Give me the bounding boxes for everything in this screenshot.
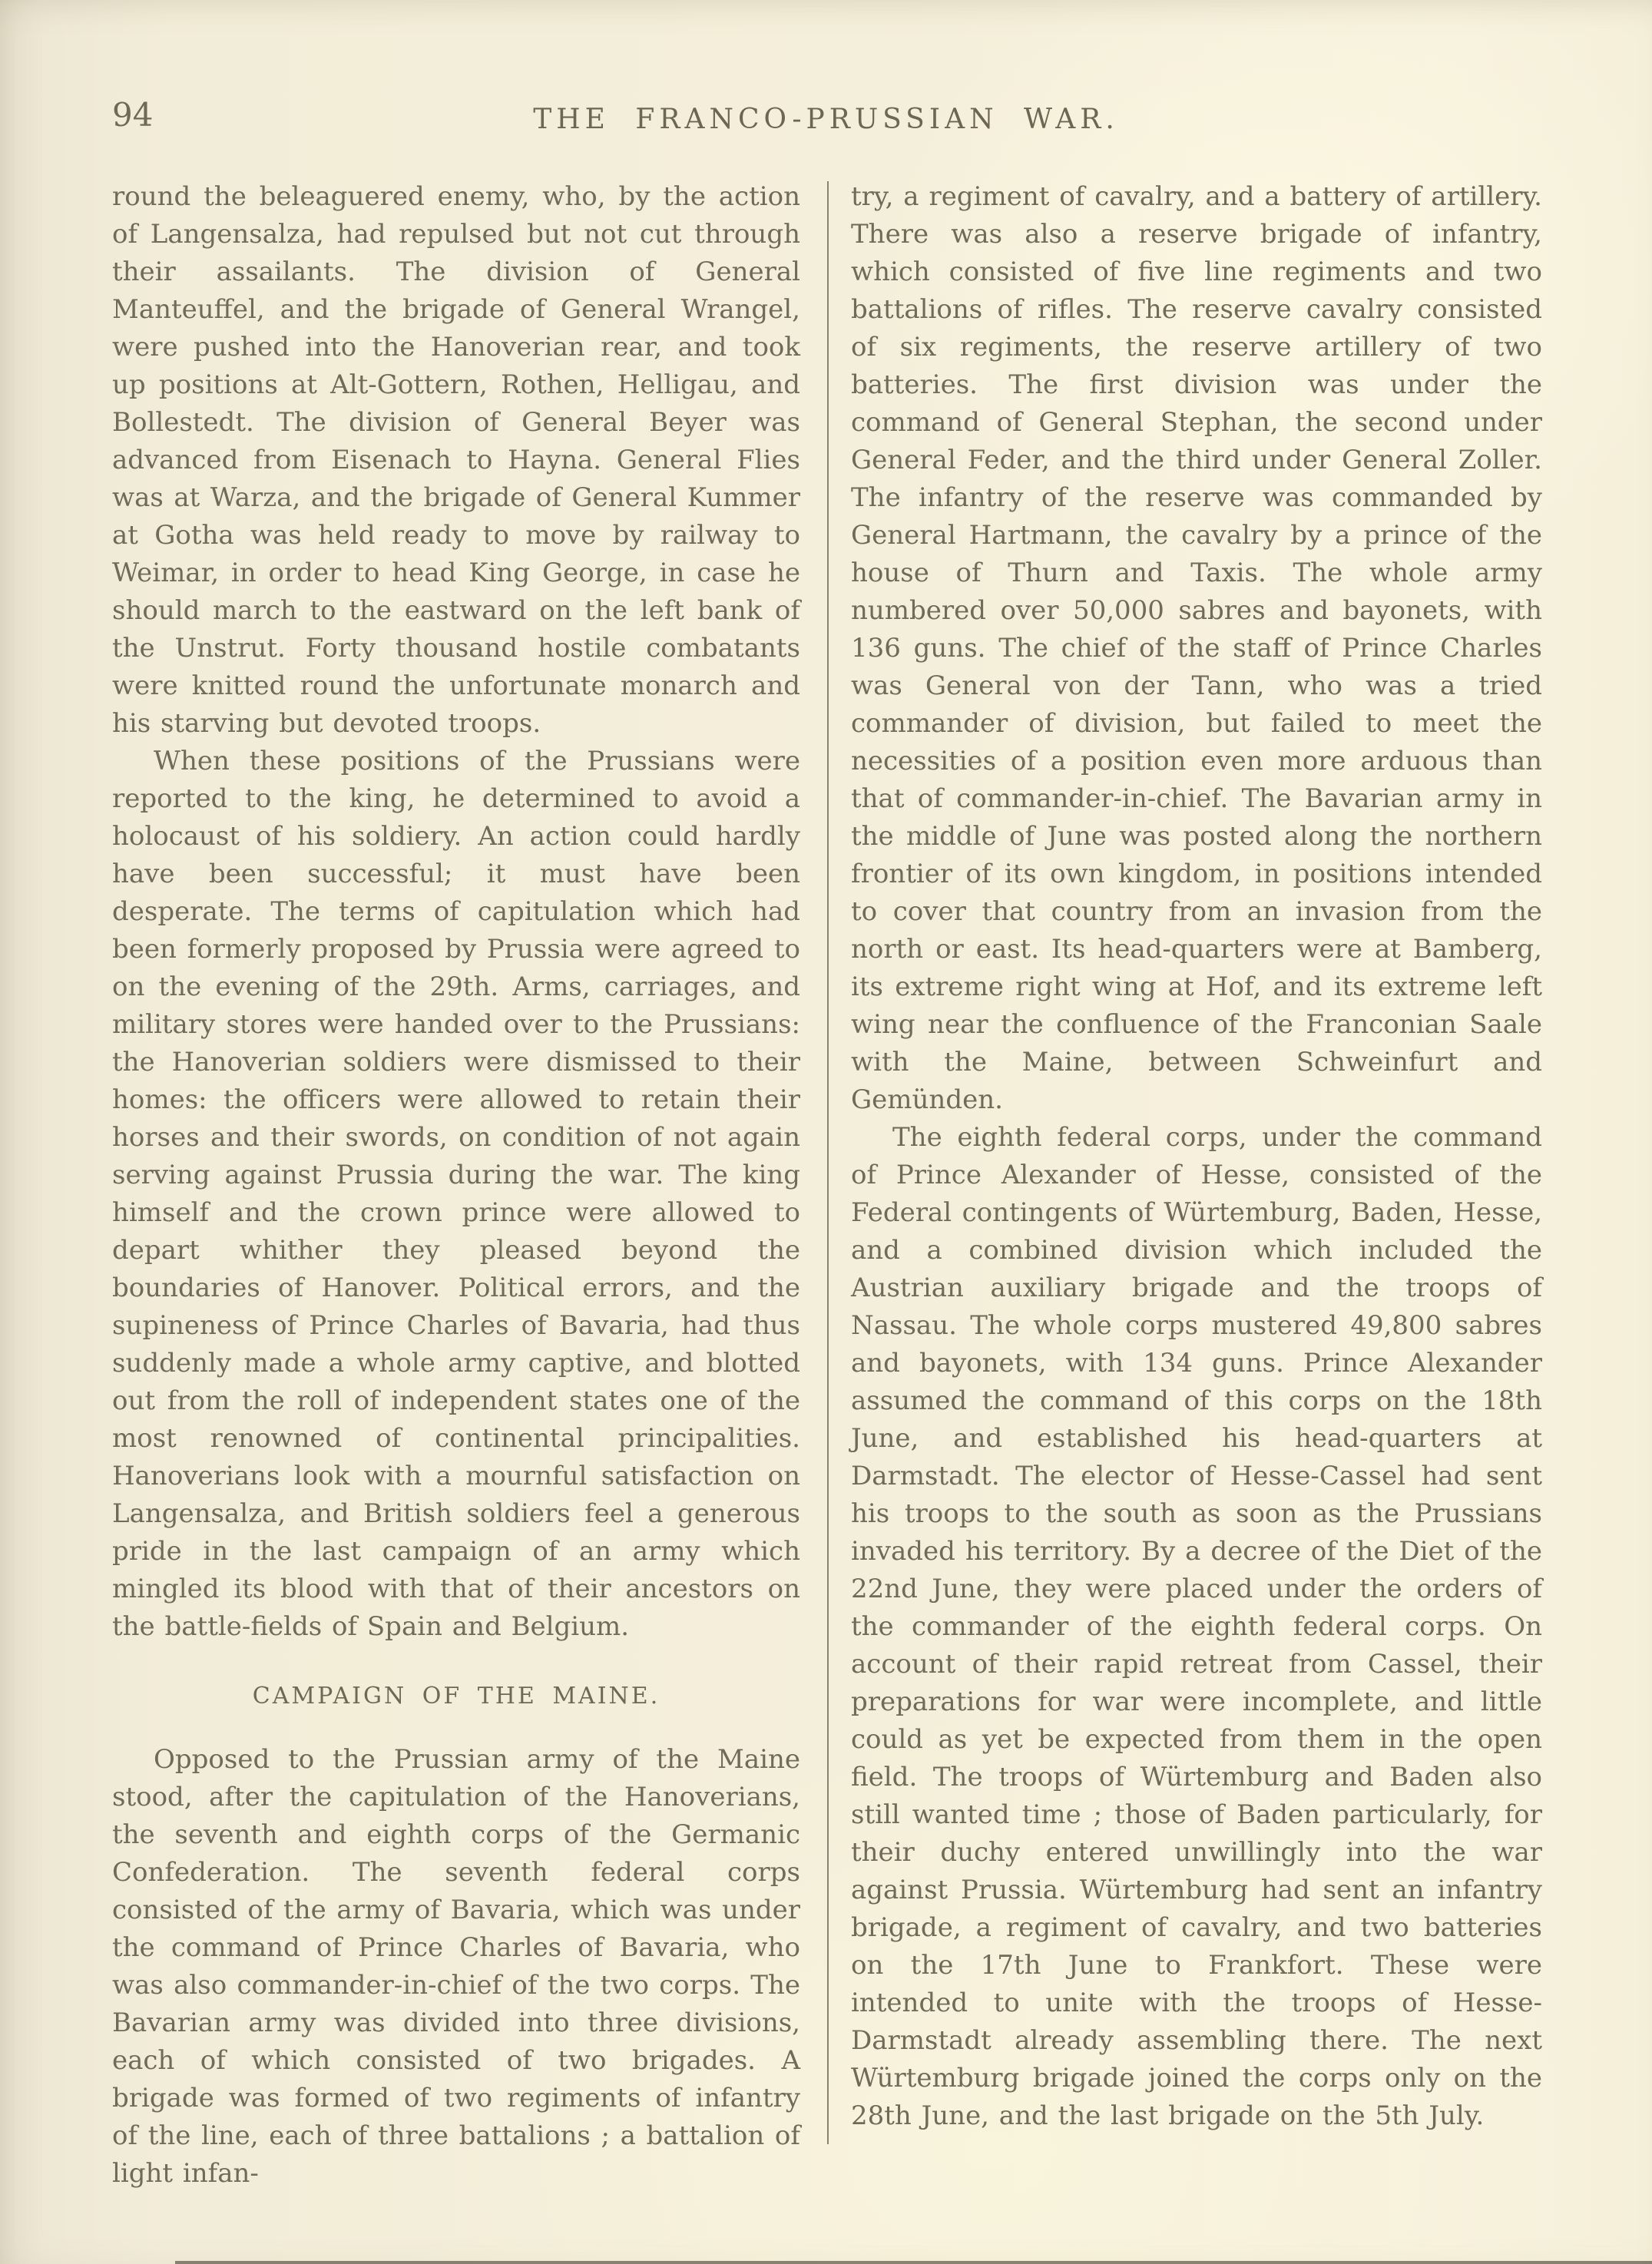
left-paragraph-1: round the beleaguered enemy, who, by the action of Langensalza, had repulsed but not cut through their assailants. The division of General Manteuffel, and the brigade of General Wrangel, were pushed into the Hanoverian rear, and took up positions at Alt-Gottern, Rothen, Helligau, and Bollestedt. The division of General Beyer was advanced from Eisenach to Hayna. General Flies was at Warza, and the brigade of General Kummer at Gotha was held ready to move by railway to Weimar, in order to head King George, in case he should march to the eastward on the left bank of the Unstrut. Forty thousand hostile combatants were knitted round the unfortunate monarch and his starving but devoted troops. xyxy=(112,181,800,739)
section-heading: CAMPAIGN OF THE MAINE. xyxy=(252,1683,660,1710)
left-column xyxy=(112,178,800,2193)
left-paragraph-2: When these positions of the Prussians were reported to the king, he determined to avoid a holocaust of his soldiery. An action could hardly have been successful; it must have been desperate. The terms of capitulation which had been formerly proposed by Prussia were agreed to on the evening of the 29th. Arms, carriages, and military stores were handed over to the Prussians: the Hanoverian soldiers were dismissed to their homes: the officers were allowed to retain their horses and their swords, on condition of not again serving against Prussia during the war. The king himself and the crown prince were allowed to depart whither they pleased beyond the boundaries of Hanover. Political errors, and the supineness of Prince Charles of Bavaria, had thus suddenly made a whole army captive, and blotted out from the roll of independent states one of the most renowned of continental principalities. Hanoverians look with a mournful satisfaction on Langensalza, and British soldiers feel a generous pride in the last campaign of an army which mingled its blood with that of their ancestors on the battle-fields of Spain and Belgium. xyxy=(112,746,800,1642)
column-divider-rule xyxy=(827,181,829,2144)
scan-edge-artifact xyxy=(175,2261,1652,2264)
right-column xyxy=(851,178,1542,2135)
right-paragraph-2: The eighth federal corps, under the command of Prince Alexander of Hesse, consisted of the Federal contingents of Würtemburg, Baden, Hesse, and a combined division which included the Austrian auxiliary brigade and the troops of Nassau. The whole corps mustered 49,800 sabres and bayonets, with 134 guns. Prince Alexander assumed the command of this corps on the 18th June, and established his head-quarters at Darmstadt. The elector of Hesse-Cassel had sent his troops to the south as soon as the Prussians invaded his territory. By a decree of the Diet of the 22nd June, they were placed under the orders of the commander of the eighth federal corps. On account of their rapid retreat from Cassel, their preparations for war were incomplete, and little could as yet be expected from them in the open field. The troops of Würtemburg and Baden also still wanted time ; those of Baden particularly, for their duchy entered unwillingly into the war against Prussia. Würtemburg had sent an infantry brigade, a regiment of cavalry, and two batteries on the 17th June to Frankfort. These were intended to unite with the troops of Hesse-Darmstadt already assembling there. The next Würtemburg brigade joined the corps only on the 28th June, and the last brigade on the 5th July. xyxy=(851,1122,1542,2131)
right-paragraph-1: try, a regiment of cavalry, and a battery of artillery. There was also a reserve brigade of infantry, which consisted of five line regiments and two battalions of rifles. The reserve cavalry consisted of six regiments, the reserve artillery of two batteries. The first division was under the command of General Stephan, the second under General Feder, and the third under General Zoller. The infantry of the reserve was commanded by General Hartmann, the cavalry by a prince of the house of Thurn and Taxis. The whole army numbered over 50,000 sabres and bayonets, with 136 guns. The chief of the staff of Prince Charles was General von der Tann, who was a tried commander of division, but failed to meet the necessities of a position even more arduous than that of commander-in-chief. The Bavarian army in the middle of June was posted along the northern frontier of its own kingdom, in positions intended to cover that country from an invasion from the north or east. Its head-quarters were at Bamberg, its extreme right wing at Hof, and its extreme left wing near the confluence of the Franconian Saale with the Maine, between Schweinfurt and Gemünden. xyxy=(851,181,1542,1115)
page-number: 94 xyxy=(112,96,154,134)
running-header-title: THE FRANCO-PRUSSIAN WAR. xyxy=(533,104,1119,135)
left-paragraph-3: Opposed to the Prussian army of the Maine stood, after the capitulation of the Hanoverians, the seventh and eighth corps of the Germanic Confederation. The seventh federal corps consisted of the army of Bavaria, which was under the command of Prince Charles of Bavaria, who was also commander-in-chief of the two corps. The Bavarian army was divided into three divisions, each of which consisted of two brigades. A brigade was formed of two regiments of infantry of the line, each of three battalions ; a battalion of light infan- xyxy=(112,1744,800,2189)
